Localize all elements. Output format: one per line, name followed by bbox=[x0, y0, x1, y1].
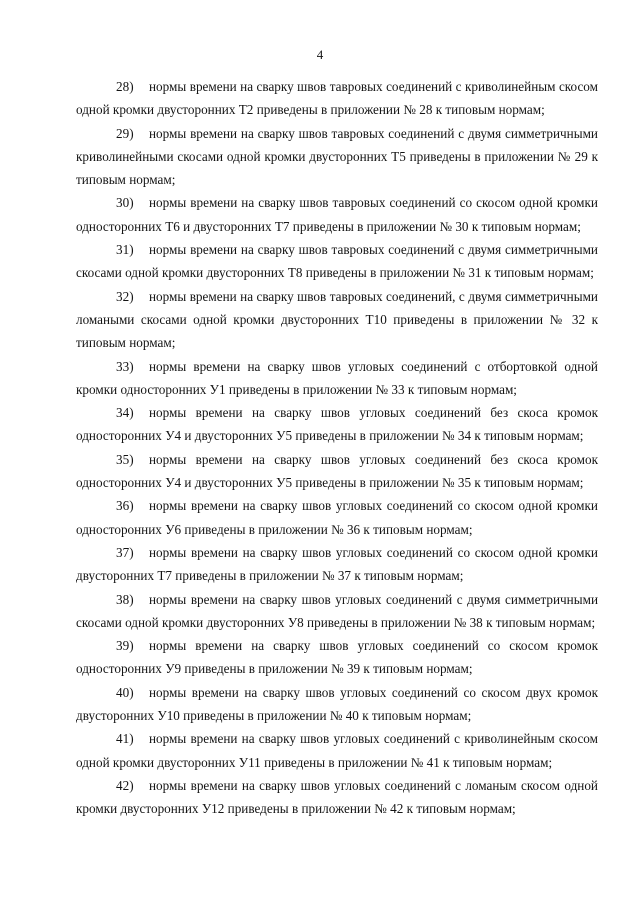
item-number: 38) bbox=[116, 591, 134, 607]
list-item bbox=[76, 122, 598, 192]
list-item bbox=[76, 774, 598, 821]
item-text: нормы времени на сварку швов угловых соединений без скоса кромок односторонних У4 и двусторонних У5 приведены в приложении № 34 к типовым нормам; bbox=[76, 405, 598, 444]
item-number: 42) bbox=[116, 777, 134, 793]
item-text: нормы времени на сварку швов угловых соединений без скоса кромок односторонних У4 и двусторонних У5 приведены в приложении № 35 к типовым нормам; bbox=[76, 451, 598, 491]
item-number: 28) bbox=[116, 79, 134, 94]
item-text: нормы времени на сварку швов тавровых соединений, с двумя симметричными ломаными скосами одной кромки двусторонних Т10 приведены в приложении № 32 к типовым нормам; bbox=[76, 288, 598, 351]
item-text: нормы времени на сварку швов угловых соединений со скосом одной кромки односторонних У6 приведены в приложении № 36 к типовым нормам; bbox=[76, 498, 598, 537]
list-item bbox=[76, 191, 598, 238]
item-number: 40) bbox=[116, 684, 134, 700]
item-number: 33) bbox=[116, 358, 134, 374]
list-item bbox=[76, 448, 598, 495]
list-item bbox=[76, 634, 598, 681]
item-text: нормы времени на сварку швов угловых соединений со скосом кромок односторонних У9 приведены в приложении № 39 к типовым нормам; bbox=[76, 638, 598, 677]
list-item bbox=[76, 588, 598, 635]
item-number: 36) bbox=[116, 498, 134, 514]
item-number: 35) bbox=[116, 451, 134, 467]
item-number: 31) bbox=[116, 242, 134, 258]
item-number: 37) bbox=[116, 544, 134, 560]
list-item bbox=[76, 494, 598, 541]
list-item bbox=[76, 727, 598, 774]
item-number: 29) bbox=[116, 125, 134, 141]
item-text: нормы времени на сварку швов угловых соединений с отбортовкой одной кромки односторонних У1 приведены в приложении № 33 к типовым нормам; bbox=[76, 358, 598, 397]
item-text: нормы времени на сварку швов угловых соединений с двумя симметричными скосами одной кромки двусторонних У8 приведены в приложении № 38 к типовым нормам; bbox=[76, 591, 598, 630]
item-number: 30) bbox=[116, 195, 134, 211]
list-item bbox=[76, 285, 598, 355]
item-number: 32) bbox=[116, 288, 134, 304]
item-number: 41) bbox=[116, 731, 134, 747]
list-item bbox=[76, 75, 598, 122]
list-item bbox=[76, 541, 598, 588]
item-text: нормы времени на сварку швов угловых соединений с ломаным скосом одной кромки двусторонних У12 приведены в приложении № 42 к типовым нормам; bbox=[76, 777, 598, 817]
list-item bbox=[76, 355, 598, 402]
norms-list bbox=[76, 75, 598, 821]
item-number: 39) bbox=[116, 638, 134, 654]
list-item bbox=[76, 401, 598, 448]
page-number: 4 bbox=[316, 47, 324, 62]
item-text: нормы времени на сварку швов угловых соединений со скосом двух кромок двусторонних У10 приведены в приложении № 40 к типовым нормам; bbox=[76, 684, 598, 724]
item-number: 34) bbox=[116, 405, 134, 421]
list-item bbox=[76, 681, 598, 728]
item-text: нормы времени на сварку швов тавровых соединений с двумя симметричными криволинейными скосами одной кромки двусторонних Т5 приведены в приложении № 29 к типовым нормам; bbox=[76, 125, 598, 188]
item-text: нормы времени на сварку швов тавровых соединений с двумя симметричными скосами одной кромки двусторонних Т8 приведены в приложении № 31 к типовым нормам; bbox=[76, 242, 598, 281]
item-text: нормы времени на сварку швов угловых соединений со скосом одной кромки двусторонних Т7 приведены в приложении № 37 к типовым нормам; bbox=[76, 544, 598, 584]
item-text: нормы времени на сварку швов тавровых соединений со скосом одной кромки односторонних Т6 и двусторонних Т7 приведены в приложении № 30 к типовым нормам; bbox=[76, 195, 598, 234]
item-text: нормы времени на сварку швов тавровых соединений с криволинейным скосом одной кромки двусторонних Т2 приведены в приложении № 28 к типовым нормам; bbox=[76, 79, 598, 118]
item-text: нормы времени на сварку швов угловых соединений с криволинейным скосом одной кромки двусторонних У11 приведены в приложении № 41 к типовым нормам; bbox=[76, 731, 598, 770]
list-item bbox=[76, 238, 598, 285]
